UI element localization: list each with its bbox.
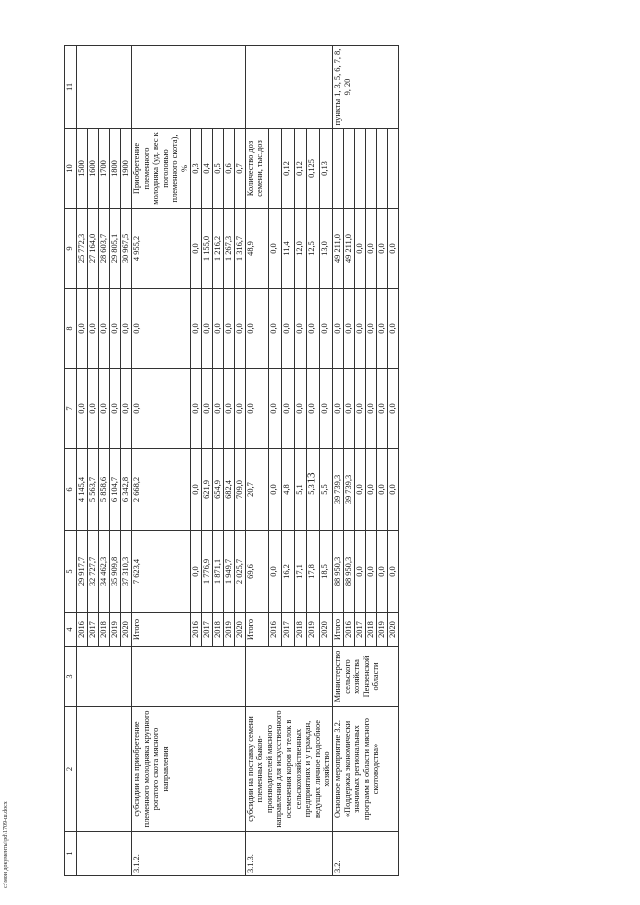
total-cell: 88 950,3 [343,531,354,613]
total-cell: 2 025,7 [234,531,245,613]
total-cell: 0,0 [354,531,365,613]
year-cell: 2019 [223,613,234,647]
indicator-cell [269,129,282,209]
table-row [77,46,88,876]
indicator-cell: 0,13 [320,129,333,209]
indicator-cell: 0,4 [201,129,212,209]
extra-cell: 12,5 [307,209,320,289]
indicator-cell: Количество доз семени, тыс.доз [245,129,268,209]
indicator-cell [376,129,387,209]
federal-budget-cell: 0,0 [343,369,354,449]
extra-cell: 29 805,1 [110,209,121,289]
municipal-cell: 0,0 [201,289,212,369]
item-executor [77,647,132,707]
regional-budget-cell: 0,0 [365,449,376,531]
extra-cell: 11,4 [281,209,294,289]
regional-budget-cell: 709,0 [234,449,245,531]
year-cell: 2016 [343,613,354,647]
year-cell: 2020 [320,613,333,647]
total-cell: 88 950,3 [332,531,343,613]
indicator-cell: 0,5 [212,129,223,209]
regional-budget-cell: 0,0 [387,449,398,531]
regional-budget-cell: 4,8 [281,449,294,531]
extra-cell: 49 211,0 [332,209,343,289]
municipal-cell: 0,0 [354,289,365,369]
total-cell: 17,1 [294,531,307,613]
federal-budget-cell: 0,0 [201,369,212,449]
header-col-4: 4 [65,613,77,647]
total-cell: 17,8 [307,531,320,613]
municipal-cell: 0,0 [190,289,201,369]
total-cell: 69,6 [245,531,268,613]
total-cell: 1 871,1 [212,531,223,613]
federal-budget-cell: 0,0 [88,369,99,449]
header-col-2: 2 [65,707,77,832]
municipal-cell: 0,0 [88,289,99,369]
total-cell: 0,0 [190,531,201,613]
municipal-cell: 0,0 [387,289,398,369]
header-col-1: 1 [65,832,77,876]
item-name [77,707,132,832]
indicator-cell: 0,3 [190,129,201,209]
linked-items [245,46,332,129]
header-col-5: 5 [65,531,77,613]
extra-cell: 0,0 [269,209,282,289]
item-number: 3.2. [332,832,398,876]
regional-budget-cell: 0,0 [269,449,282,531]
municipal-cell: 0,0 [121,289,132,369]
year-cell: 2017 [281,613,294,647]
extra-cell: 0,0 [354,209,365,289]
extra-cell: 12,0 [294,209,307,289]
year-cell: 2017 [354,613,365,647]
regional-budget-cell: 621,9 [201,449,212,531]
regional-budget-cell: 5 858,6 [99,449,110,531]
federal-budget-cell: 0,0 [132,369,191,449]
municipal-cell: 0,0 [77,289,88,369]
page-number: 13 [305,472,318,484]
item-number [77,832,132,876]
linked-items: пункты 1, 3, 5, 6, 7, 8, 9, 20 [332,46,398,129]
year-cell: 2020 [387,613,398,647]
indicator-cell: 1700 [99,129,110,209]
total-cell: 34 462,3 [99,531,110,613]
header-col-9: 9 [65,209,77,289]
year-cell: 2020 [234,613,245,647]
indicator-cell [354,129,365,209]
extra-cell: 25 772,3 [77,209,88,289]
extra-cell: 1 316,7 [234,209,245,289]
municipal-cell: 0,0 [376,289,387,369]
federal-budget-cell: 0,0 [269,369,282,449]
extra-cell: 28 603,7 [99,209,110,289]
municipal-cell: 0,0 [223,289,234,369]
indicator-cell: 0,12 [294,129,307,209]
regional-budget-cell: 5 563,7 [88,449,99,531]
municipal-cell: 0,0 [99,289,110,369]
municipal-cell: 0,0 [294,289,307,369]
total-cell: 16,2 [281,531,294,613]
item-name: субсидии на приобретение племенного молодняка крупного рогатого скота мясного направления [132,707,246,832]
federal-budget-cell: 0,0 [320,369,333,449]
regional-budget-cell: 39 739,3 [343,449,354,531]
total-cell: 0,0 [387,531,398,613]
year-cell: 2018 [365,613,376,647]
indicator-cell: 1800 [110,129,121,209]
regional-budget-cell: 2 668,2 [132,449,191,531]
municipal-cell: 0,0 [320,289,333,369]
federal-budget-cell: 0,0 [365,369,376,449]
footer-path: c:\мои документы\pd\1709-ш.docx [3,801,9,888]
extra-cell: 0,0 [376,209,387,289]
program-table [64,45,399,876]
total-cell: 29 917,7 [77,531,88,613]
linked-items [77,46,132,129]
regional-budget-cell: 5,1 [294,449,307,531]
federal-budget-cell: 0,0 [99,369,110,449]
municipal-cell: 0,0 [281,289,294,369]
extra-cell: 30 967,5 [121,209,132,289]
indicator-cell: 1900 [121,129,132,209]
total-cell: 18,5 [320,531,333,613]
extra-cell: 0,0 [387,209,398,289]
indicator-cell [365,129,376,209]
table-body [77,46,399,876]
regional-budget-cell: 5,3 [307,449,320,531]
year-cell: 2020 [121,613,132,647]
federal-budget-cell: 0,0 [234,369,245,449]
year-cell: 2018 [294,613,307,647]
year-cell: 2019 [307,613,320,647]
federal-budget-cell: 0,0 [190,369,201,449]
municipal-cell: 0,0 [245,289,268,369]
regional-budget-cell: 682,4 [223,449,234,531]
total-cell: 1 949,7 [223,531,234,613]
item-number: 3.1.3. [245,832,332,876]
federal-budget-cell: 0,0 [121,369,132,449]
extra-cell: 49 211,0 [343,209,354,289]
total-cell: 0,0 [376,531,387,613]
federal-budget-cell: 0,0 [387,369,398,449]
header-col-11: 11 [65,46,77,129]
year-cell: 2018 [99,613,110,647]
extra-cell: 0,0 [190,209,201,289]
federal-budget-cell: 0,0 [212,369,223,449]
item-executor [245,647,332,707]
header-col-10: 10 [65,129,77,209]
federal-budget-cell: 0,0 [281,369,294,449]
indicator-cell: 0,125 [307,129,320,209]
header-col-6: 6 [65,449,77,531]
regional-budget-cell: 0,0 [354,449,365,531]
item-number: 3.1.2. [132,832,246,876]
year-cell: Итого [132,613,191,647]
total-cell: 32 727,7 [88,531,99,613]
year-cell: 2019 [376,613,387,647]
extra-cell: 48,9 [245,209,268,289]
indicator-cell: 0,6 [223,129,234,209]
table-row [332,46,343,876]
header-col-8: 8 [65,289,77,369]
municipal-cell: 0,0 [132,289,191,369]
indicator-cell [332,129,343,209]
federal-budget-cell: 0,0 [245,369,268,449]
year-cell: 2017 [88,613,99,647]
indicator-cell: 0,12 [281,129,294,209]
indicator-cell: 1600 [88,129,99,209]
header-col-7: 7 [65,369,77,449]
total-cell: 0,0 [365,531,376,613]
indicator-cell: 1500 [77,129,88,209]
total-cell: 35 909,8 [110,531,121,613]
rotated-table-container [64,46,634,876]
federal-budget-cell: 0,0 [354,369,365,449]
federal-budget-cell: 0,0 [294,369,307,449]
year-cell: 2017 [201,613,212,647]
municipal-cell: 0,0 [212,289,223,369]
year-cell: 2019 [110,613,121,647]
year-cell: Итого [332,613,343,647]
federal-budget-cell: 0,0 [376,369,387,449]
indicator-cell [387,129,398,209]
regional-budget-cell: 39 739,3 [332,449,343,531]
municipal-cell: 0,0 [307,289,320,369]
municipal-cell: 0,0 [269,289,282,369]
extra-cell: 0,0 [365,209,376,289]
federal-budget-cell: 0,0 [110,369,121,449]
federal-budget-cell: 0,0 [332,369,343,449]
header-col-3: 3 [65,647,77,707]
year-cell: 2016 [77,613,88,647]
item-executor [132,647,246,707]
municipal-cell: 0,0 [110,289,121,369]
extra-cell: 1 216,2 [212,209,223,289]
regional-budget-cell: 6 104,7 [110,449,121,531]
indicator-cell: Приобретение племенного молодняка (уд. вес к поголовью племенного скота), % [132,129,191,209]
municipal-cell: 0,0 [234,289,245,369]
regional-budget-cell: 0,0 [376,449,387,531]
total-cell: 1 776,9 [201,531,212,613]
federal-budget-cell: 0,0 [223,369,234,449]
extra-cell: 13,0 [320,209,333,289]
indicator-cell [343,129,354,209]
table-row [245,46,268,876]
year-cell: 2016 [269,613,282,647]
municipal-cell: 0,0 [332,289,343,369]
regional-budget-cell: 5,5 [320,449,333,531]
municipal-cell: 0,0 [365,289,376,369]
regional-budget-cell: 654,9 [212,449,223,531]
year-cell: 2016 [190,613,201,647]
item-name: Основное мероприятие 3.2. «Поддержка экономически значимых региональных программ в области мясного скотоводства» [332,707,398,832]
item-name: субсидии на поставку семени племенных быков-производителей мясного направления для искусственного осеменения коров и телок в сельскохозяйственных предприятиях и у граждан, ведущих личное подсобное хозяйство [245,707,332,832]
extra-cell: 27 164,0 [88,209,99,289]
extra-cell: 4 955,2 [132,209,191,289]
regional-budget-cell: 6 342,8 [121,449,132,531]
item-executor: Министерство сельского хозяйства Пензенской области [332,647,398,707]
total-cell: 37 310,3 [121,531,132,613]
year-cell: Итого [245,613,268,647]
regional-budget-cell: 20,7 [245,449,268,531]
regional-budget-cell: 4 145,4 [77,449,88,531]
federal-budget-cell: 0,0 [77,369,88,449]
year-cell: 2018 [212,613,223,647]
table-row [132,46,191,876]
municipal-cell: 0,0 [343,289,354,369]
indicator-cell: 0,7 [234,129,245,209]
extra-cell: 1 155,0 [201,209,212,289]
total-cell: 7 623,4 [132,531,191,613]
regional-budget-cell: 0,0 [190,449,201,531]
federal-budget-cell: 0,0 [307,369,320,449]
total-cell: 0,0 [269,531,282,613]
linked-items [132,46,246,129]
extra-cell: 1 267,3 [223,209,234,289]
header-row [65,46,77,876]
